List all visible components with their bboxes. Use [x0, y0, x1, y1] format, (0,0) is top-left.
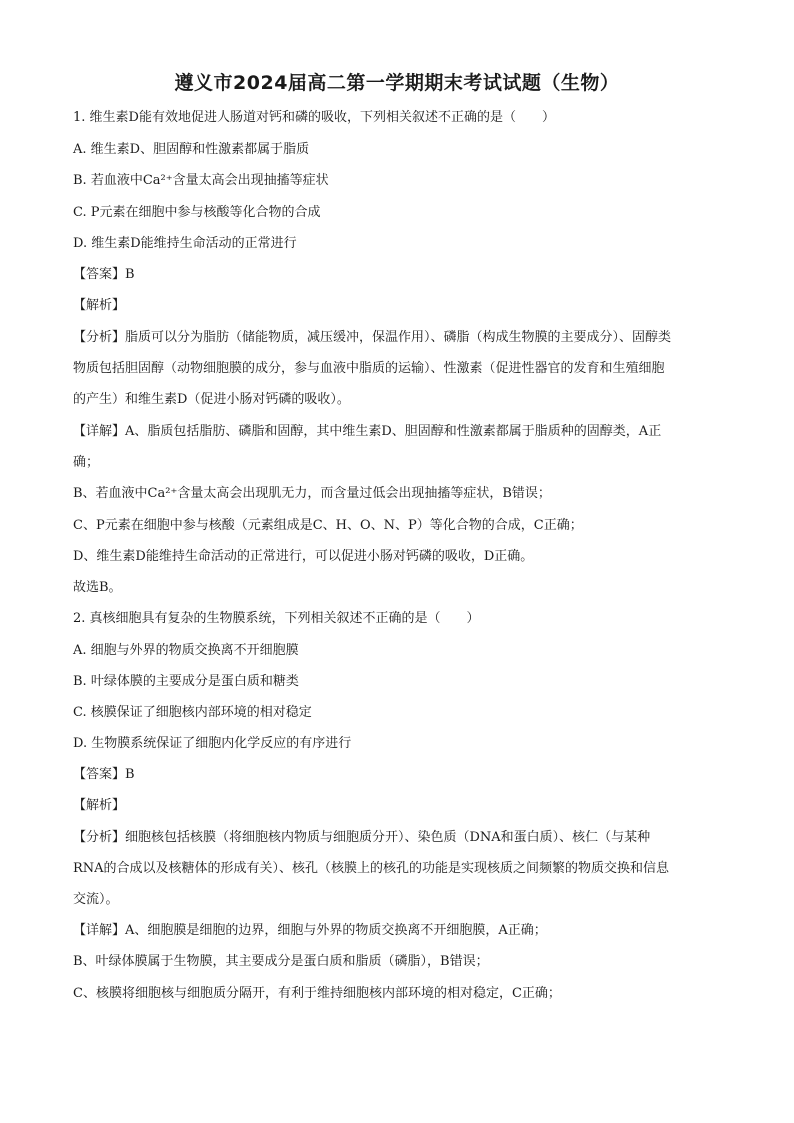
question-2-analysis-heading: 【解析】: [73, 798, 126, 813]
question-1-detail-line: C、P元素在细胞中参与核酸（元素组成是C、H、O、N、P）等化合物的合成，C正确；: [73, 518, 583, 533]
question-1-detail-line: B、若血液中Ca²⁺含量太高会出现肌无力，而含量过低会出现抽搐等症状，B错误；: [73, 486, 551, 501]
question-1-analysis-line: 物质包括胆固醇（动物细胞膜的成分，参与血液中脂质的运输）、性激素（促进性器官的发育和生殖细胞: [73, 361, 665, 376]
question-1-answer: 【答案】B: [73, 267, 135, 282]
question-1-option-b: B. 若血液中Ca²⁺含量太高会出现抽搐等症状: [73, 173, 329, 188]
question-2-detail-line: 【详解】A、细胞膜是细胞的边界，细胞与外界的物质交换离不开细胞膜，A正确；: [73, 923, 547, 938]
question-2-option-b: B. 叶绿体膜的主要成分是蛋白质和糖类: [73, 674, 299, 689]
question-2-stem: 2. 真核细胞具有复杂的生物膜系统，下列相关叙述不正确的是（ ）: [73, 611, 480, 626]
question-2-analysis-line: 交流）。: [73, 892, 119, 907]
question-1-option-d: D. 维生素D能维持生命活动的正常进行: [73, 236, 297, 251]
question-2-detail-line: B、叶绿体膜属于生物膜，其主要成分是蛋白质和脂质（磷脂），B错误；: [73, 954, 489, 969]
question-1-detail-line: 【详解】A、脂质包括脂肪、磷脂和固醇，其中维生素D、胆固醇和性激素都属于脂质种的固醇类，A正: [73, 424, 662, 439]
page-title: 遵义市2024届高二第一学期期末考试试题（生物）: [174, 72, 620, 94]
question-1-detail-line: D、维生素D能维持生命活动的正常进行，可以促进小肠对钙磷的吸收，D正确。: [73, 549, 534, 564]
question-1-conclusion: 故选B。: [73, 580, 122, 595]
question-2-analysis-line: 【分析】细胞核包括核膜（将细胞核内物质与细胞质分开）、染色质（DNA和蛋白质）、核仁（与某种: [73, 830, 651, 845]
question-2-option-c: C. 核膜保证了细胞核内部环境的相对稳定: [73, 705, 312, 720]
question-2-option-a: A. 细胞与外界的物质交换离不开细胞膜: [73, 643, 299, 658]
question-1-analysis-line: 【分析】脂质可以分为脂肪（储能物质，减压缓冲，保温作用）、磷脂（构成生物膜的主要成分）、固醇类: [73, 330, 672, 345]
question-2-analysis-line: RNA的合成以及核糖体的形成有关）、核孔（核膜上的核孔的功能是实现核质之间频繁的物质交换和信息: [73, 861, 670, 876]
question-1-stem: 1. 维生素D能有效地促进人肠道对钙和磷的吸收，下列相关叙述不正确的是（ ）: [73, 110, 555, 125]
question-1-option-c: C. P元素在细胞中参与核酸等化合物的合成: [73, 205, 321, 220]
question-1-analysis-line: 的产生）和维生素D（促进小肠对钙磷的吸收）。: [73, 392, 350, 407]
question-1-option-a: A. 维生素D、胆固醇和性激素都属于脂质: [73, 142, 310, 157]
question-2-option-d: D. 生物膜系统保证了细胞内化学反应的有序进行: [73, 736, 352, 751]
question-1-detail-line: 确；: [73, 455, 100, 470]
question-2-detail-line: C、核膜将细胞核与细胞质分隔开，有利于维持细胞核内部环境的相对稳定，C正确；: [73, 986, 561, 1001]
question-2-answer: 【答案】B: [73, 767, 135, 782]
question-1-analysis-heading: 【解析】: [73, 298, 126, 313]
